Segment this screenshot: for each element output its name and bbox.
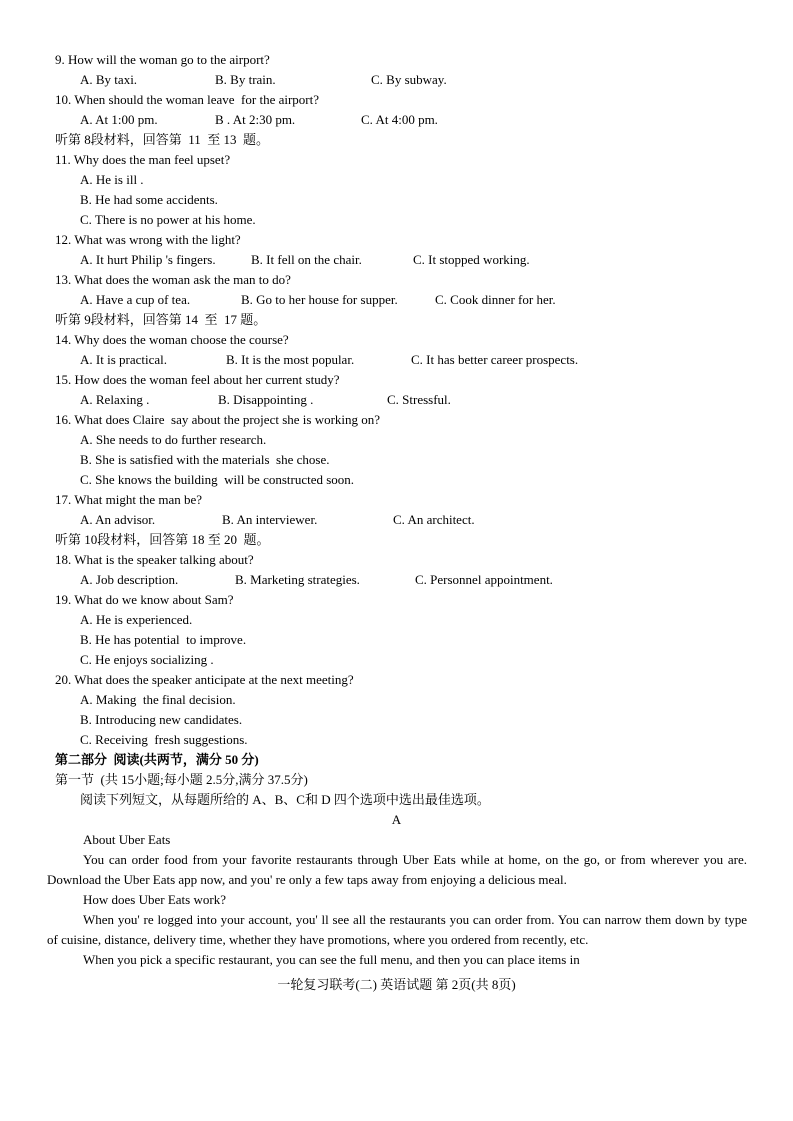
q19-option-a: A. He is experienced. <box>80 612 193 627</box>
question-14: 14. Why does the woman choose the course? <box>55 332 289 347</box>
section-8-instruction: 听第 8段材料，回答第 11 至 13 题。 <box>55 132 270 147</box>
q20-option-a: A. Making the final decision. <box>80 692 236 707</box>
q17-option-c: C. An architect. <box>393 512 475 527</box>
paragraph-2 <box>47 910 747 950</box>
question-13: 13. What does the woman ask the man to do? <box>55 272 291 287</box>
q18-option-c: C. Personnel appointment. <box>415 572 553 587</box>
q11-option-b: B. He had some accidents. <box>80 192 218 207</box>
question-9: 9. How will the woman go to the airport? <box>55 52 270 67</box>
page-footer: 一轮复习联考(二) 英语试题 第 2页(共 8页) <box>277 977 516 992</box>
q9-option-c: C. By subway. <box>371 72 447 87</box>
question-10: 10. When should the woman leave for the airport? <box>55 92 320 107</box>
q18-option-a: A. Job description. <box>80 572 179 587</box>
q10-option-c: C. At 4:00 pm. <box>361 112 438 127</box>
q11-option-a: A. He is ill . <box>80 172 144 187</box>
q19-option-b: B. He has potential to improve. <box>80 632 247 647</box>
q16-option-a: A. She needs to do further research. <box>80 432 267 447</box>
q16-option-c: C. She knows the building will be constructed soon. <box>80 472 355 487</box>
paragraph-1-text: You can order food from your favorite restaurants through Uber Eats while at home, on the go, or from wherever you are. Download the Uber Eats app now, and you' re only a few taps away from enjoying a delicious meal. <box>47 852 747 887</box>
q12-option-a: A. It hurt Philip 's fingers. <box>80 252 216 267</box>
part-2-title: 第二部分 阅读(共两节，满分 50 分) <box>55 752 259 767</box>
section-9-instruction: 听第 9段材料，回答第 14 至 17 题。 <box>55 312 267 327</box>
question-11: 11. Why does the man feel upset? <box>55 152 231 167</box>
q17-option-b: B. An interviewer. <box>222 512 318 527</box>
question-15: 15. How does the woman feel about her current study? <box>55 372 340 387</box>
question-19: 19. What do we know about Sam? <box>55 592 234 607</box>
q12-option-c: C. It stopped working. <box>413 252 530 267</box>
part-2-instruction: 阅读下列短文，从每题所给的 A、B、C和 D 四个选项中选出最佳选项。 <box>80 792 490 807</box>
q15-option-b: B. Disappointing . <box>218 392 314 407</box>
paragraph-1 <box>47 850 747 890</box>
q16-option-b: B. She is satisfied with the materials she chose. <box>80 452 330 467</box>
q13-option-b: B. Go to her house for supper. <box>241 292 398 307</box>
q9-option-b: B. By train. <box>215 72 276 87</box>
q11-option-c: C. There is no power at his home. <box>80 212 256 227</box>
question-16: 16. What does Claire say about the project she is working on? <box>55 412 381 427</box>
paragraph-3 <box>47 950 747 970</box>
question-17: 17. What might the man be? <box>55 492 203 507</box>
q20-option-c: C. Receiving fresh suggestions. <box>80 732 248 747</box>
question-20: 20. What does the speaker anticipate at the next meeting? <box>55 672 354 687</box>
passage-letter: A <box>391 812 402 827</box>
q15-option-a: A. Relaxing . <box>80 392 150 407</box>
q10-option-b: B . At 2:30 pm. <box>215 112 296 127</box>
q15-option-c: C. Stressful. <box>387 392 451 407</box>
q9-option-a: A. By taxi. <box>80 72 138 87</box>
q18-option-b: B. Marketing strategies. <box>235 572 360 587</box>
q12-option-b: B. It fell on the chair. <box>251 252 362 267</box>
q17-option-a: A. An advisor. <box>80 512 156 527</box>
paragraph-3-text: When you pick a specific restaurant, you can see the full menu, and then you can place items in <box>83 952 580 967</box>
q13-option-a: A. Have a cup of tea. <box>80 292 191 307</box>
q14-option-b: B. It is the most popular. <box>226 352 355 367</box>
question-12: 12. What was wrong with the light? <box>55 232 241 247</box>
q10-option-a: A. At 1:00 pm. <box>80 112 158 127</box>
q14-option-a: A. It is practical. <box>80 352 167 367</box>
section-10-instruction: 听第 10段材料，回答第 18 至 20 题。 <box>55 532 270 547</box>
subheading: How does Uber Eats work? <box>83 892 226 907</box>
q13-option-c: C. Cook dinner for her. <box>435 292 556 307</box>
q14-option-c: C. It has better career prospects. <box>411 352 579 367</box>
q19-option-c: C. He enjoys socializing . <box>80 652 214 667</box>
q20-option-b: B. Introducing new candidates. <box>80 712 243 727</box>
question-18: 18. What is the speaker talking about? <box>55 552 254 567</box>
part-2-subtitle: 第一节 (共 15小题;每小题 2.5分,满分 37.5分) <box>55 772 308 787</box>
passage-title: About Uber Eats <box>83 832 171 847</box>
paragraph-2-text: When you' re logged into your account, you' ll see all the restaurants you can order from. You can narrow them down by type of cuisine, distance, delivery time, whether they have promotions, where you ordered from recently, etc. <box>47 912 747 947</box>
